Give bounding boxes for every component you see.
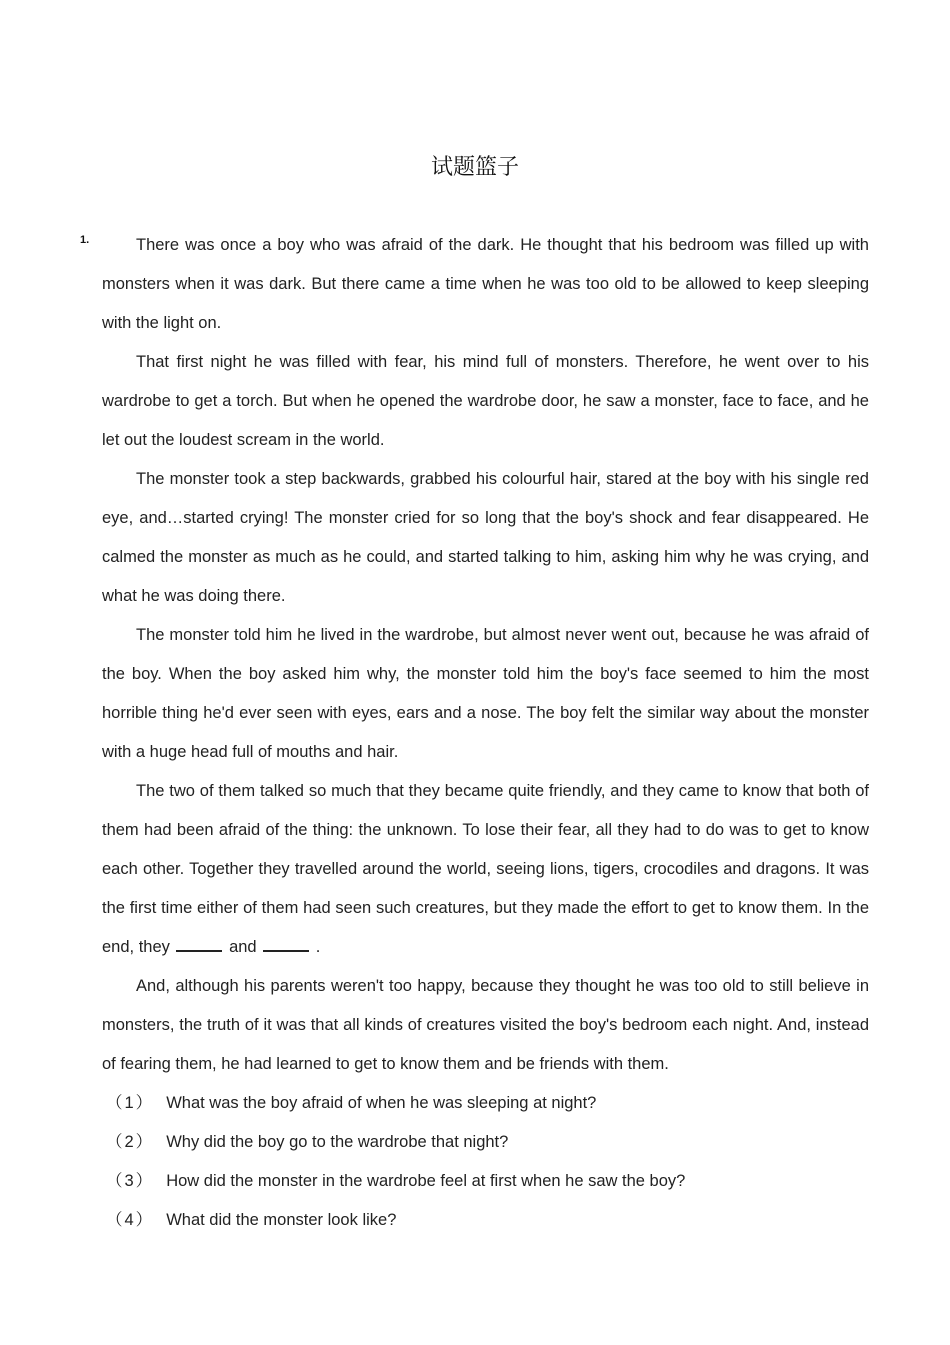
question-index: （4） (106, 1211, 155, 1229)
question-text: What did the monster look like? (166, 1211, 397, 1229)
paragraph-5-end: . (315, 938, 321, 956)
passage-paragraph-1: There was once a boy who was afraid of the dark. He thought that his bedroom was filled up with monsters when it was dark. But there came a time when he was too old to be allowed to keep sleeping with the light on. (102, 236, 869, 332)
paragraph-5-text: The two of them talked so much that they became quite friendly, and they came to know that both of them had been afraid of the thing: the unknown. To lose their fear, all they had to do was to get to know each other. Together they travelled around the world, seeing lions, tigers, crocodiles and dragons. It was the first time either of them had seen such creatures, but they made the effort to get to know them. In the end, they (102, 782, 869, 956)
question-item (106, 1084, 685, 1123)
passage-paragraph-5 (102, 772, 869, 967)
passage-paragraph-4: The monster told him he lived in the wardrobe, but almost never went out, because he was afraid of the boy. When the boy asked him why, the monster told him the boy's face seemed to him the most horrible thing he'd ever seen with eyes, ears and a nose. The boy felt the similar way about the monster with a huge head full of mouths and hair. (102, 626, 869, 761)
question-index: （2） (106, 1133, 155, 1151)
question-index: （3） (106, 1172, 155, 1190)
question-text: Why did the boy go to the wardrobe that night? (166, 1133, 509, 1151)
question-text: What was the boy afraid of when he was sleeping at night? (166, 1094, 597, 1112)
answer-blank-1[interactable] (176, 935, 222, 952)
question-item (106, 1201, 685, 1240)
question-index: （1） (106, 1094, 155, 1112)
answer-blank-2[interactable] (263, 935, 309, 952)
passage-paragraph-6: And, although his parents weren't too happy, because they thought he was too old to still believe in monsters, the truth of it was that all kinds of creatures visited the boy's bedroom each night. And, instead of fearing them, he had learned to get to know them and be friends with them. (102, 977, 869, 1073)
page-title: 试题篮子 (430, 155, 519, 180)
passage-paragraph-2: That first night he was filled with fear, his mind full of monsters. Therefore, he went over to his wardrobe to get a torch. But when he opened the wardrobe door, he saw a monster, face to face, and he let out the loudest scream in the world. (102, 353, 869, 449)
paragraph-5-and: and (229, 938, 257, 956)
question-number: 1. (80, 234, 90, 246)
question-list (106, 1084, 685, 1240)
reading-passage (102, 226, 869, 1084)
question-text: How did the monster in the wardrobe feel at first when he saw the boy? (166, 1172, 686, 1190)
question-item (106, 1162, 685, 1201)
passage-paragraph-3: The monster took a step backwards, grabbed his colourful hair, stared at the boy with his single red eye, and…started crying! The monster cried for so long that the boy's shock and fear disappeared. He calmed the monster as much as he could, and started talking to him, asking him why he was crying, and what he was doing there. (102, 470, 869, 605)
question-item (106, 1123, 685, 1162)
